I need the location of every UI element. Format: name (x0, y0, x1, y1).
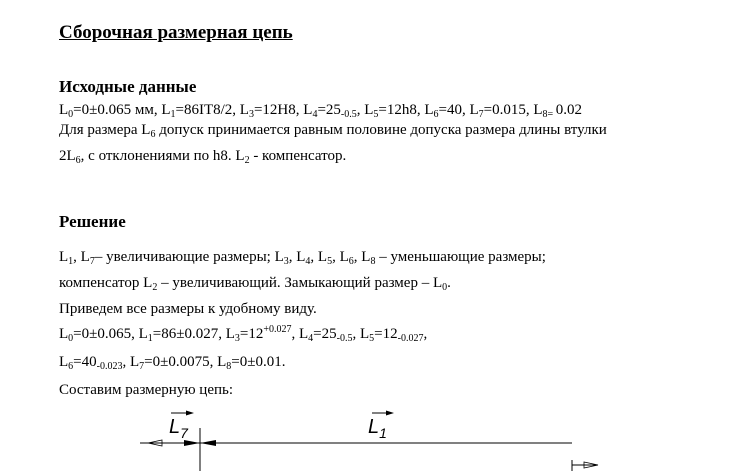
source-data-heading: Исходные данные (59, 77, 197, 96)
source-data-line-3: $2L_6$, с отклонениями по h8. $L_2$ - компенсатор. (59, 148, 347, 166)
label-l7: $L_7$ (169, 416, 188, 441)
solution-line-2: компенсатор $L_2$ – увеличивающий. Замыкающий размер – $L_0$. (59, 275, 451, 293)
vector-arrow-l1 (386, 411, 394, 416)
source-data-line-2: Для размера $L_6$ допуск принимается равным половине допуска размера длины втулки (59, 122, 607, 140)
solution-line-1: $L_1$, $L_7-$ увеличивающие размеры; $L_3$, $L_4$, $L_5$, $L_6$, $L_8$ – уменьшающие размеры; (59, 249, 546, 267)
solution-line-4: $L_0=0\pm 0.065$, $L_1=86\pm 0.027$, $L_3=12^{+0.027}$, $L_4=25_{-0.5}$, $L_5=12_{-0.027}$, (59, 324, 428, 344)
label-l1: $L_1$ (368, 416, 387, 441)
solution-line-5: $L_6=40_{-0.023}$, $L_7=0\pm 0.0075$, $L_8=0\pm 0.01$. (59, 354, 286, 372)
source-data-line-1: $L_0=0\pm 0.065$ мм, $L_1=86IT8/2$, $L_3=12H8$, $L_4=25_{-0.5}$, $L_5=12h8$, $L_6=40$, $L_7=0.015$, $L_{8=}$ 0.02 (59, 102, 582, 120)
arrow-l1-left (200, 440, 216, 446)
solution-line-6: Составим размерную цепь: (59, 382, 234, 398)
dimension-chain-diagram (0, 400, 729, 471)
vector-arrow-l7 (186, 411, 194, 416)
solution-heading: Решение (59, 212, 126, 231)
solution-line-3: Приведем все размеры к удобному виду. (59, 301, 317, 317)
page-title: Сборочная размерная цепь (59, 22, 293, 43)
